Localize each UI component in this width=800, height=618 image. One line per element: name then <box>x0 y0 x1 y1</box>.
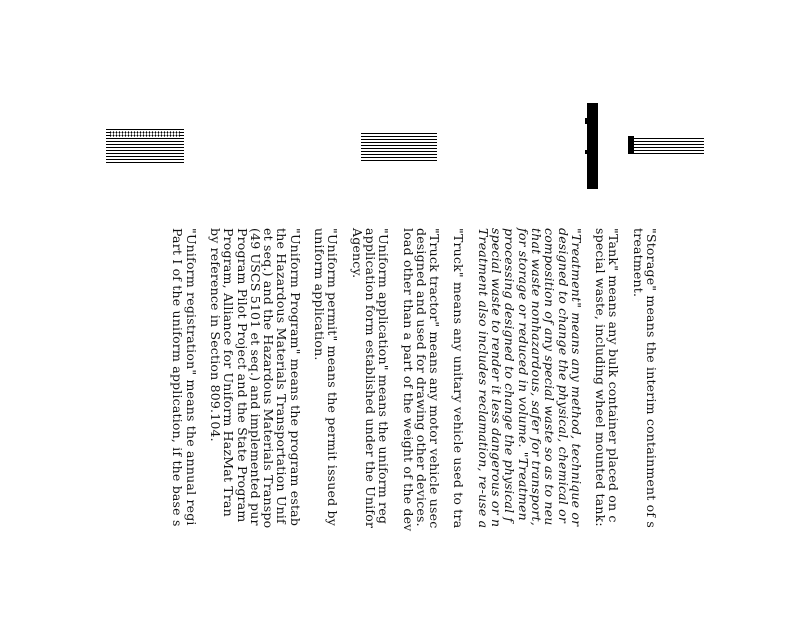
text-line: "Uniform application" means the uniform reg <box>376 228 392 525</box>
text-line: "Uniform Program" means the program estab <box>287 228 303 527</box>
paragraph-uniform-registration <box>171 228 198 618</box>
text-line: Program Pilot Project and the State Program <box>234 228 250 523</box>
text-line: et seq.) and the Hazardous Materials Transpo <box>261 228 277 529</box>
scan-speck <box>585 150 587 154</box>
text-line: (49 USCS 5101 et seq.) and implemented pur <box>247 228 263 526</box>
text-line: Program, Alliance for Uniform HazMat Tran <box>221 228 237 517</box>
paragraph-storage <box>631 228 658 618</box>
scan-smudge-right-edge <box>628 136 634 154</box>
paragraph-tank <box>594 228 621 618</box>
text-line: uniform application. <box>312 228 328 361</box>
text-line: application form established under the Unifor <box>362 228 378 529</box>
scan-speck <box>585 118 587 124</box>
paragraph-truck-tractor <box>401 228 441 618</box>
text-line: for storage or reduced in volume. "Treatmen <box>515 228 531 521</box>
paragraph-truck <box>452 228 465 618</box>
text-line: by reference in Section 809.104. <box>207 228 223 442</box>
text-line: "Uniform registration" means the annual regi <box>183 228 199 526</box>
paragraph-uniform-permit <box>313 228 340 618</box>
text-line: designed to change the physical, chemical or <box>555 228 571 524</box>
text-line: "Truck tractor" means any motor vehicle usec <box>427 228 443 529</box>
text-line: "Tank" means any bulk container placed on c <box>606 228 622 523</box>
text-line: that waste nonhazardous, safer for transport, <box>528 228 544 526</box>
text-line: special waste to render it less dangerous or n <box>489 228 505 528</box>
text-line: "Storage" means the interim containment of s <box>644 228 659 529</box>
text-line: composition of any special waste so as to neu <box>542 228 558 526</box>
text-line: "Truck" means any unitary vehicle used to tra <box>451 228 467 529</box>
scan-smudge-right <box>628 136 704 154</box>
scan-smudge-left-detail <box>110 131 180 137</box>
text-line: the Hazardous Materials Transportation Unif <box>274 228 290 524</box>
paragraph-treatment <box>476 228 582 618</box>
paragraph-uniform-application <box>350 228 390 618</box>
text-line: Agency. <box>349 228 365 279</box>
paragraph-uniform-program <box>209 228 302 618</box>
text-line: "Uniform permit" means the permit issued by <box>325 228 341 526</box>
text-line: treatment. <box>630 228 646 298</box>
text-line: Treatment also includes reclamation, re-use a <box>475 228 491 529</box>
definitions-text <box>160 228 658 618</box>
text-line: "Treatment" means any method, technique or <box>568 228 584 527</box>
redaction-bar <box>587 103 598 189</box>
text-line: special waste, including wheel mounted tank: <box>593 228 609 527</box>
text-line: Part I of the uniform application, if the base s <box>170 228 186 527</box>
scan-smudge-middle <box>361 131 437 161</box>
text-line: load other than a part of the weight of the dev <box>400 228 416 532</box>
text-line: designed and used for drawing other devices. <box>413 228 429 527</box>
text-line: processing designed to change the physical f <box>502 228 518 523</box>
